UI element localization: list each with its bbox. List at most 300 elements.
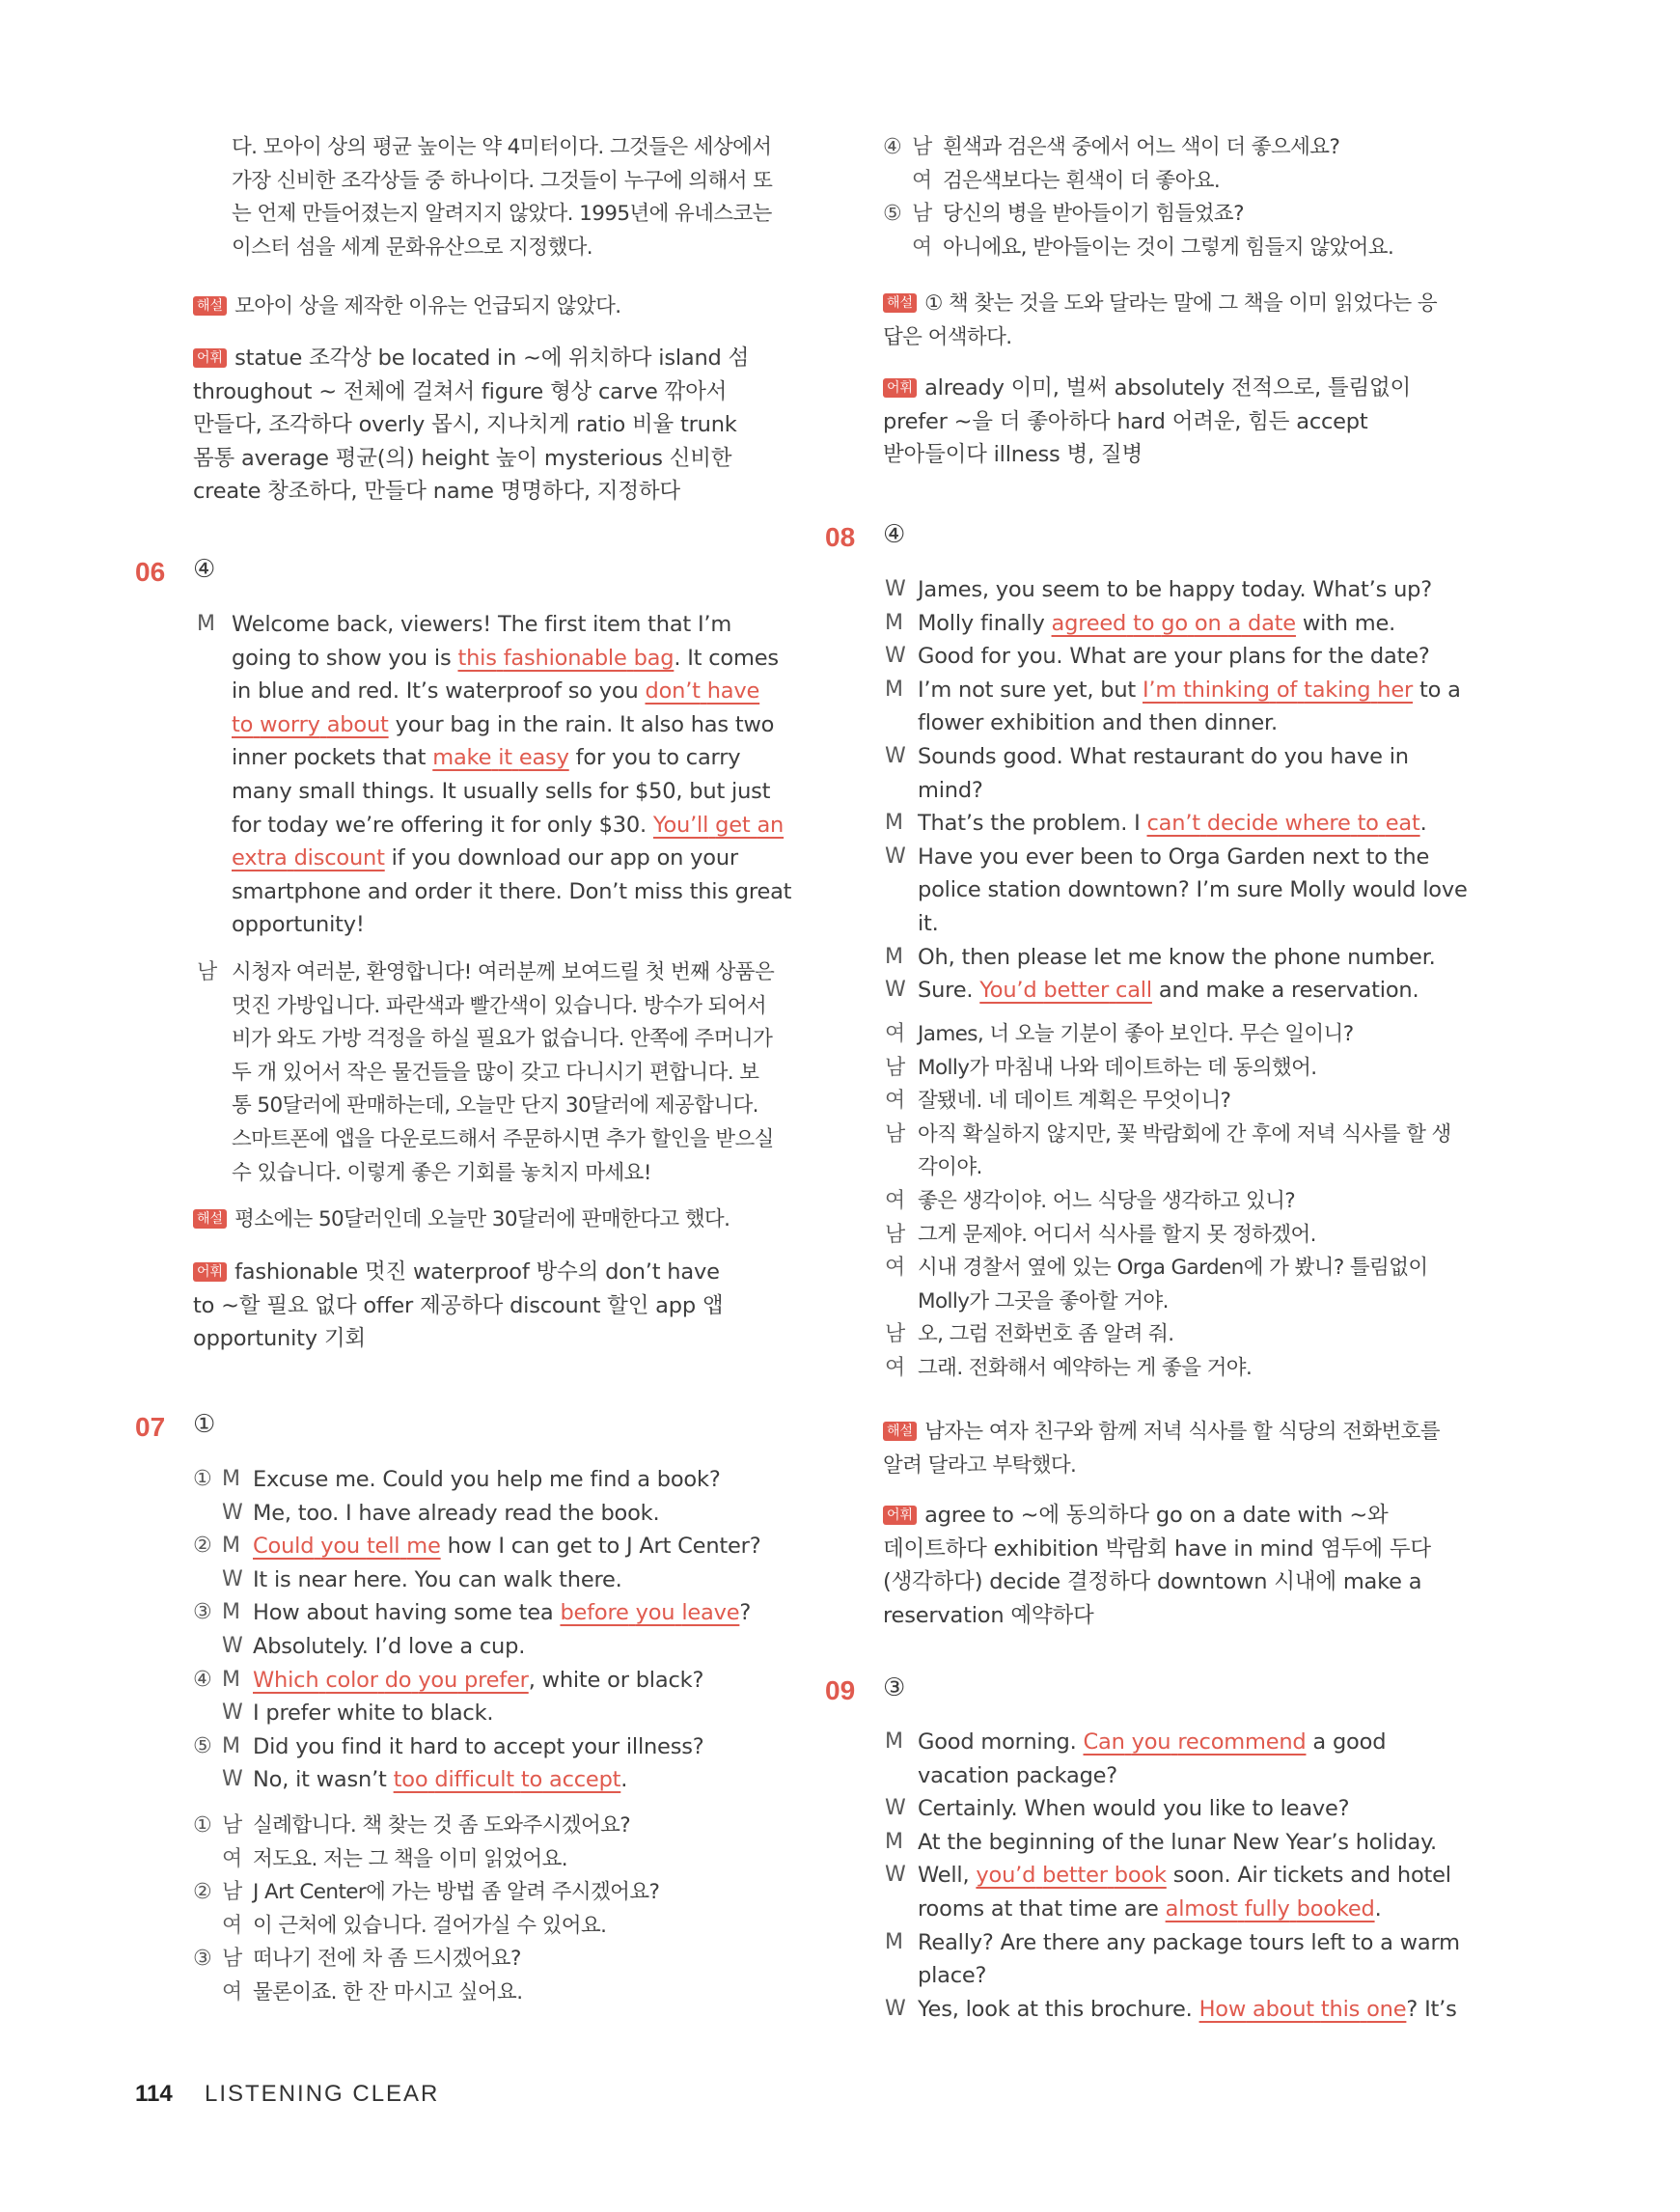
highlighted-phrase: extra <box>232 845 288 871</box>
translation-line: J Art Center에 가는 방법 좀 알려 주시겠어요? <box>253 1880 660 1905</box>
item-number: ④ <box>193 1667 212 1692</box>
vocab-line: prefer ~을 더 좋아하다 hard 어려운, 힘든 accept <box>883 408 1368 434</box>
vocab-line: (생각하다) decide 결정하다 downtown 시내에 make a <box>883 1569 1422 1595</box>
page-number: 114 <box>135 2081 173 2107</box>
speaker-label: W <box>222 1700 243 1726</box>
translation-line: James, 너 오늘 기분이 좋아 보인다. 무슨 일이니? <box>918 1022 1354 1046</box>
script-line <box>253 1532 760 1561</box>
highlighted-phrase: fashionable <box>503 645 627 671</box>
text-segment: Oh, then please let me know the phone number. <box>918 944 1436 970</box>
highlighted-phrase: on <box>1194 610 1222 636</box>
speaker-label: 여 <box>912 235 933 260</box>
item-number: ① <box>193 1467 212 1491</box>
text-segment <box>1290 1896 1297 1922</box>
text-segment: agree to ~에 동의하다 go on a date with ~와 <box>924 1503 1389 1528</box>
speaker-label: M <box>222 1667 240 1692</box>
text-segment: many small things. It usually sells for $50, but just <box>232 779 771 804</box>
highlighted-phrase: book <box>1114 1863 1167 1889</box>
text-segment: ? It’s <box>1406 1996 1457 2022</box>
text-segment: Good morning. <box>918 1729 1084 1755</box>
text-segment <box>512 745 519 770</box>
translation-line: 오, 그럼 전화번호 좀 알려 줘. <box>918 1322 1174 1347</box>
translation-line: 저도요. 저는 그 책을 이미 읽었어요. <box>253 1846 568 1871</box>
highlighted-phrase: of <box>1276 677 1298 703</box>
highlighted-phrase: go <box>1161 610 1188 636</box>
question-number: 08 <box>825 522 856 552</box>
script-line <box>918 609 1395 638</box>
speaker-label: 남 <box>885 1222 906 1247</box>
text-segment: for you to carry <box>568 745 741 771</box>
speaker-label: W <box>222 1500 243 1525</box>
highlighted-phrase: where <box>1284 811 1351 837</box>
text-segment <box>1351 811 1358 836</box>
text-segment: Really? Are there any package tours left to a warm <box>918 1929 1460 1955</box>
text-segment: already 이미, 벌써 absolutely 전적으로, 틀림없이 <box>924 375 1412 401</box>
text-segment: Sure. <box>918 978 980 1004</box>
highlighted-phrase: can’t <box>1146 811 1200 837</box>
translation-line: 는 언제 만들어졌는지 알려지지 않았다. 1995년에 유네스코는 <box>232 202 772 227</box>
speaker-label: M <box>222 1467 240 1491</box>
speaker-label: W <box>222 1566 243 1591</box>
text-segment: Me, too. I have already read the book. <box>253 1500 660 1526</box>
text-segment: a good <box>1306 1729 1387 1755</box>
script-line <box>918 809 1427 838</box>
vocab-line: 받아들이다 illness 병, 질병 <box>883 442 1143 468</box>
script-line <box>253 1632 525 1661</box>
explanation-line <box>883 1418 1440 1447</box>
text-segment: Excuse me. Could you help me find a book? <box>253 1467 721 1492</box>
speaker-label: M <box>885 610 903 635</box>
highlighted-phrase: before <box>560 1600 629 1626</box>
answer-choice: ① <box>193 1410 216 1439</box>
translation-line: 아니에요, 받아들이는 것이 그렇게 힘들지 않았어요. <box>943 235 1394 260</box>
translation-line: 두 개 있어서 작은 물건들을 많이 갖고 다니시기 편합니다. 보 <box>232 1060 759 1085</box>
highlighted-phrase: have <box>706 678 760 705</box>
item-number: ③ <box>193 1947 212 1972</box>
vocab-badge: 어휘 <box>193 348 227 368</box>
highlighted-phrase: an <box>757 812 785 838</box>
highlighted-phrase: You’ll <box>652 812 709 838</box>
translation-line: 그래. 전화해서 예약하는 게 좋을 거야. <box>918 1356 1253 1380</box>
text-segment: 평소에는 50달러인데 오늘만 30달러에 판매한다고 했다. <box>234 1207 730 1231</box>
vocab-line: 만들다, 조각하다 overly 몹시, 지나치게 ratio 비율 trunk <box>193 412 737 438</box>
text-segment: flower exhibition and then dinner. <box>918 710 1278 736</box>
text-segment: At the beginning of the lunar New Year’s holiday. <box>918 1829 1438 1855</box>
translation-line: 물론이죠. 한 잔 마시고 싶어요. <box>253 1980 523 2005</box>
text-segment <box>360 1534 367 1559</box>
speaker-label: 여 <box>222 1913 243 1938</box>
text-segment: if you download our app on your <box>384 845 738 871</box>
text-segment: how I can get to J Art Center? <box>440 1534 761 1560</box>
highlighted-phrase: taking <box>1304 677 1371 703</box>
script-line <box>253 1732 704 1761</box>
highlighted-phrase: do <box>384 1667 412 1693</box>
speaker-label: M <box>885 1929 903 1954</box>
item-number: ⑤ <box>883 202 902 227</box>
speaker-label: M <box>885 1829 903 1854</box>
script-line <box>918 1861 1451 1890</box>
text-segment: for today we’re offering it for only $30. <box>232 812 653 838</box>
translation-line: 그게 문제야. 어디서 식사를 할지 못 정하겠어. <box>918 1222 1316 1247</box>
text-segment: it. <box>918 911 939 936</box>
text-segment <box>1241 611 1248 636</box>
highlighted-phrase: Could <box>253 1534 315 1560</box>
speaker-label: 남 <box>222 1813 243 1838</box>
text-segment: ① 책 찾는 것을 도와 달라는 말에 그 책을 이미 읽었다는 응 <box>924 291 1438 316</box>
speaker-label: W <box>885 843 906 869</box>
translation-line: 이 근처에 있습니다. 걸어가실 수 있어요. <box>253 1913 607 1938</box>
script-line <box>918 1794 1349 1823</box>
explanation-line: 알려 달라고 부탁했다. <box>883 1452 1077 1478</box>
vocab-line: to ~할 필요 없다 offer 제공하다 discount 할인 app 앱 <box>193 1292 724 1318</box>
script-line <box>232 710 774 739</box>
script-line <box>918 1995 1457 2024</box>
question-number: 06 <box>135 557 166 587</box>
highlighted-phrase: eat <box>1385 811 1420 837</box>
script-line <box>232 610 731 639</box>
speaker-label: 남 <box>885 1322 906 1347</box>
text-segment <box>1188 611 1195 636</box>
script-line <box>232 644 779 673</box>
highlighted-phrase: better <box>1042 1863 1108 1889</box>
script-line <box>232 743 740 772</box>
item-number: ① <box>193 1813 212 1838</box>
speaker-label: W <box>222 1634 243 1658</box>
script-line <box>918 976 1418 1005</box>
text-segment: Certainly. When would you like to leave? <box>918 1796 1350 1822</box>
speaker-label: W <box>885 1996 906 2021</box>
speaker-label: W <box>885 1796 906 1821</box>
speaker-label: M <box>197 612 215 636</box>
speaker-label: W <box>885 744 906 768</box>
text-segment <box>1270 677 1277 703</box>
script-line <box>918 776 983 805</box>
text-segment: Sounds good. What restaurant do you have in <box>918 744 1409 769</box>
text-segment <box>514 1767 521 1792</box>
script-line <box>253 1499 659 1528</box>
explanation-badge: 해설 <box>883 1422 917 1441</box>
vocab-line: throughout ~ 전체에 걸쳐서 figure 형상 carve 깎아서 <box>193 378 728 404</box>
vocab-line: reservation 예약하다 <box>883 1602 1094 1628</box>
text-segment <box>1279 811 1285 836</box>
script-line <box>918 943 1436 972</box>
explanation-badge: 해설 <box>883 293 917 313</box>
vocab-line: create 창조하다, 만들다 name 명명하다, 지정하다 <box>193 479 680 505</box>
vocab-line: opportunity 기회 <box>193 1326 366 1352</box>
speaker-label: 여 <box>885 1189 906 1213</box>
script-line <box>232 777 770 806</box>
highlighted-phrase: you <box>320 1534 360 1560</box>
text-segment <box>457 1668 464 1693</box>
text-segment: I prefer white to black. <box>253 1700 494 1727</box>
highlighted-phrase: fully <box>1244 1896 1290 1922</box>
answer-choice: ③ <box>883 1673 906 1702</box>
highlighted-phrase: to <box>1357 811 1379 837</box>
highlighted-phrase: Can <box>1083 1729 1125 1755</box>
highlighted-phrase: get <box>715 812 751 838</box>
text-segment: No, it wasn’t <box>253 1767 394 1793</box>
highlighted-phrase: you <box>635 1600 675 1626</box>
translation-line: 검은색보다는 흰색이 더 좋아요. <box>943 168 1221 193</box>
highlighted-phrase: a <box>1227 610 1242 636</box>
translation-line: 좋은 생각이야. 어느 식당을 생각하고 있니? <box>918 1189 1296 1213</box>
text-segment: ? <box>739 1600 752 1626</box>
text-segment <box>1238 1896 1245 1922</box>
translation-line: 이스터 섬을 세계 문화유산으로 지정했다. <box>232 235 593 260</box>
translation-line: 멋진 가방입니다. 파란색과 빨간색이 있습니다. 방수가 되어서 <box>232 993 767 1018</box>
speaker-label: 남 <box>222 1947 243 1972</box>
speaker-label: W <box>885 644 906 669</box>
script-line <box>918 708 1278 737</box>
speaker-label: 여 <box>222 1980 243 2005</box>
highlighted-phrase: you <box>1131 1729 1171 1755</box>
highlighted-phrase: thinking <box>1183 677 1270 703</box>
text-segment: inner pockets that <box>232 745 433 771</box>
explanation-line <box>883 290 1437 318</box>
text-segment: rooms at that time are <box>918 1896 1166 1922</box>
speaker-label: 남 <box>885 1121 906 1147</box>
highlighted-phrase: about <box>326 711 389 737</box>
script-line <box>232 811 784 840</box>
text-segment: Absolutely. I’d love a cup. <box>253 1634 526 1659</box>
translation-line: 가장 신비한 조각상들 중 하나이다. 그것들이 누구에 의해서 또 <box>232 168 773 193</box>
script-line <box>253 1465 721 1494</box>
speaker-label: M <box>222 1600 240 1625</box>
speaker-label: M <box>222 1534 240 1559</box>
script-line <box>918 875 1468 904</box>
speaker-label: W <box>885 1863 906 1888</box>
text-segment <box>288 845 294 871</box>
text-segment: soon. Air tickets and hotel <box>1166 1863 1451 1889</box>
text-segment: statue 조각상 be located in ~에 위치하다 island 섬 <box>234 346 750 371</box>
question-number: 07 <box>135 1412 166 1442</box>
script-line <box>918 1728 1386 1756</box>
text-segment: to a <box>1413 677 1461 703</box>
text-segment: How about having some tea <box>253 1600 561 1626</box>
script-line <box>918 676 1461 705</box>
text-segment: police station downtown? I’m sure Molly would love <box>918 877 1468 903</box>
highlighted-phrase: date <box>1248 610 1296 636</box>
speaker-label: 여 <box>912 168 933 193</box>
text-segment: . <box>1419 811 1427 837</box>
text-segment: and make a reservation. <box>1151 978 1419 1004</box>
text-segment <box>1379 811 1386 836</box>
text-segment: 남자는 여자 친구와 함께 저녁 식사를 할 식당의 전화번호를 <box>924 1420 1440 1444</box>
translation-line: 흰색과 검은색 중에서 어느 색이 더 좋으세요? <box>943 135 1340 159</box>
script-line <box>253 1565 622 1594</box>
highlighted-phrase: tell <box>366 1534 400 1560</box>
speaker-label: 남 <box>912 202 933 227</box>
highlighted-phrase: to <box>1133 610 1155 636</box>
highlighted-phrase: Which <box>253 1667 319 1693</box>
highlighted-phrase: make <box>432 745 492 771</box>
speaker-label: 남 <box>197 960 218 984</box>
text-segment: Welcome back, viewers! The first item that I’m <box>232 612 732 637</box>
text-segment: in blue and red. It’s waterproof so you <box>232 678 646 705</box>
text-segment: your bag in the rain. It also has two <box>388 711 775 737</box>
text-segment <box>701 678 707 704</box>
highlighted-phrase: booked <box>1296 1896 1375 1922</box>
script-line <box>232 877 791 906</box>
vocab-line <box>883 373 1411 402</box>
text-segment: Molly finally <box>918 610 1052 636</box>
highlighted-phrase: to <box>232 711 254 737</box>
item-number: ② <box>193 1880 212 1905</box>
highlighted-phrase: difficult <box>434 1767 514 1793</box>
text-segment: James, you seem to be happy today. What’s up? <box>918 577 1432 602</box>
speaker-label: 여 <box>885 1356 906 1380</box>
speaker-label: W <box>222 1767 243 1792</box>
script-line <box>253 1666 703 1695</box>
speaker-label: W <box>885 978 906 1003</box>
script-line <box>232 843 738 872</box>
speaker-label: 여 <box>885 1256 906 1281</box>
highlighted-phrase: don’t <box>645 678 701 705</box>
highlighted-phrase: worry <box>260 711 320 737</box>
text-segment: , white or black? <box>528 1667 704 1693</box>
text-segment: Good for you. What are your plans for the date? <box>918 644 1430 670</box>
text-segment: going to show you is <box>232 645 458 671</box>
text-segment: . It comes <box>674 645 779 671</box>
translation-line: 아직 확실하지 않지만, 꽃 박람회에 간 후에 저녁 식사를 할 생 <box>918 1121 1451 1147</box>
explanation-line <box>193 1205 730 1234</box>
script-line <box>918 642 1430 671</box>
highlighted-phrase: accept <box>549 1767 621 1793</box>
vocab-badge: 어휘 <box>883 378 917 398</box>
highlighted-phrase: her <box>1377 677 1414 703</box>
script-line <box>918 1894 1382 1923</box>
translation-line: 당신의 병을 받아들이기 힘들었죠? <box>943 202 1244 227</box>
item-number: ③ <box>193 1600 212 1625</box>
translation-line: 스마트폰에 앱을 다운로드해서 주문하시면 추가 할인을 받으실 <box>232 1127 774 1151</box>
highlighted-phrase: I’m <box>1143 677 1177 703</box>
highlighted-phrase: about <box>1253 1996 1314 2022</box>
highlighted-phrase: better <box>1043 978 1110 1004</box>
text-segment: vacation package? <box>918 1762 1118 1788</box>
text-segment: Well, <box>918 1863 977 1889</box>
text-segment <box>627 646 634 671</box>
script-line <box>918 1761 1117 1790</box>
text-segment <box>1200 811 1207 836</box>
speaker-label: 남 <box>885 1055 906 1080</box>
highlighted-phrase: this <box>1320 1996 1361 2022</box>
translation-line: 시내 경찰서 옆에 있는 Orga Garden에 가 봤니? 틀림없이 <box>918 1256 1428 1281</box>
highlighted-phrase: to <box>520 1767 543 1793</box>
highlighted-phrase: this <box>457 645 497 671</box>
text-segment <box>1125 1729 1132 1755</box>
script-line <box>232 910 365 939</box>
script-line <box>253 1598 751 1627</box>
speaker-label: 여 <box>885 1089 906 1114</box>
translation-line: Molly가 마침내 나와 데이트하는 데 동의했어. <box>918 1055 1317 1080</box>
text-segment: . <box>1374 1896 1382 1922</box>
item-number: ② <box>193 1534 212 1559</box>
text-segment: 모아이 상을 제작한 이유는 언급되지 않았다. <box>234 294 621 318</box>
highlighted-phrase: leave <box>681 1600 740 1626</box>
text-segment: smartphone and order it there. Don’t miss this great <box>232 878 792 904</box>
highlighted-phrase: discount <box>293 845 385 871</box>
answer-choice: ④ <box>193 555 216 584</box>
text-segment: place? <box>918 1963 987 1989</box>
script-line <box>918 1828 1437 1857</box>
translation-line: 다. 모아이 상의 평균 높이는 약 4미터이다. 그것들은 세상에서 <box>232 135 772 159</box>
script-line <box>918 1961 986 1990</box>
script-line <box>918 575 1432 604</box>
highlighted-phrase: call <box>1115 978 1152 1004</box>
item-number: ④ <box>883 135 902 159</box>
explanation-badge: 해설 <box>193 1209 227 1229</box>
answer-choice: ④ <box>883 520 906 549</box>
explanation-badge: 해설 <box>193 296 227 316</box>
translation-line: 실례합니다. 책 찾는 것 좀 도와주시겠어요? <box>253 1813 631 1838</box>
script-line <box>918 909 939 938</box>
script-line <box>253 1699 493 1728</box>
highlighted-phrase: agreed <box>1051 610 1127 636</box>
text-segment: mind? <box>918 777 983 803</box>
speaker-label: M <box>885 944 903 969</box>
vocab-line: 몸통 average 평균(의) height 높이 mysterious 신비한 <box>193 445 732 471</box>
highlighted-phrase: recommend <box>1177 1729 1307 1755</box>
highlighted-phrase: one <box>1366 1996 1407 2022</box>
speaker-label: W <box>885 577 906 601</box>
translation-line: 시청자 여러분, 환영합니다! 여러분께 보여드릴 첫 번째 상품은 <box>232 960 775 984</box>
vocab-line <box>193 344 749 373</box>
vocab-line <box>883 1501 1389 1530</box>
highlighted-phrase: easy <box>518 745 569 771</box>
vocab-badge: 어휘 <box>193 1262 227 1282</box>
text-segment <box>1108 1863 1115 1888</box>
translation-line: 각이야. <box>918 1155 982 1180</box>
text-segment: Yes, look at this brochure. <box>918 1996 1199 2022</box>
script-line <box>232 677 759 705</box>
speaker-label: 남 <box>222 1880 243 1905</box>
script-line <box>918 742 1409 771</box>
vocab-badge: 어휘 <box>883 1506 917 1525</box>
translation-line: 떠나기 전에 차 좀 드시겠어요? <box>253 1947 521 1972</box>
speaker-label: 여 <box>222 1846 243 1871</box>
highlighted-phrase: How <box>1198 1996 1247 2022</box>
highlighted-phrase: almost <box>1165 1896 1238 1922</box>
text-segment: . <box>620 1767 628 1793</box>
question-number: 09 <box>825 1675 856 1705</box>
highlighted-phrase: you <box>418 1667 458 1693</box>
speaker-label: M <box>885 811 903 836</box>
script-line <box>918 843 1429 871</box>
highlighted-phrase: it <box>498 745 512 771</box>
highlighted-phrase: prefer <box>464 1667 529 1693</box>
explanation-line <box>193 292 621 321</box>
text-segment <box>378 1668 385 1693</box>
text-segment: with me. <box>1295 610 1396 636</box>
highlighted-phrase: too <box>393 1767 428 1793</box>
speaker-label: M <box>885 677 903 702</box>
text-segment: Have you ever been to Orga Garden next to the <box>918 843 1430 870</box>
highlighted-phrase: you’d <box>976 1863 1036 1889</box>
item-number: ⑤ <box>193 1733 212 1758</box>
vocab-line <box>193 1258 720 1286</box>
text-segment <box>1109 978 1115 1003</box>
speaker-label: 여 <box>885 1022 906 1046</box>
script-line <box>253 1765 627 1794</box>
script-line <box>918 1928 1460 1957</box>
speaker-label: M <box>222 1733 240 1758</box>
speaker-label: 남 <box>912 135 933 159</box>
text-segment <box>320 712 327 737</box>
text-segment: opportunity! <box>232 912 365 938</box>
translation-line: 잘됐네. 네 데이트 계획은 무엇이니? <box>918 1089 1231 1114</box>
text-segment: That’s the problem. I <box>918 811 1147 837</box>
highlighted-phrase: decide <box>1206 811 1279 837</box>
